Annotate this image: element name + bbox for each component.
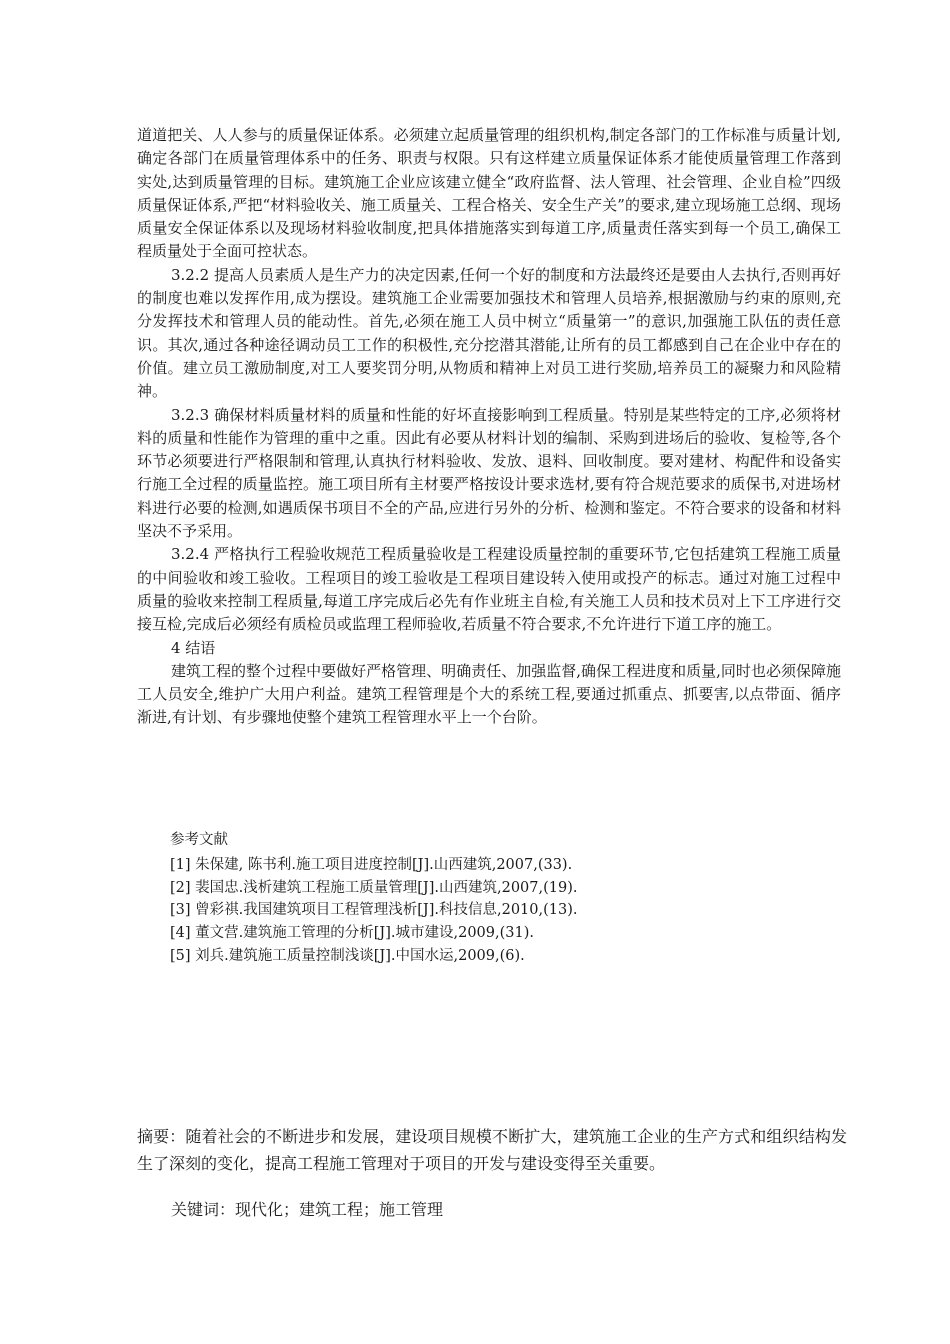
paragraph-quality-system: 道道把关、人人参与的质量保证体系。必须建立起质量管理的组织机构,制定各部门的工作标准与质量计划,确定各部门在质量管理体系中的任务、职责与权限。只有这样建立质量保证体系才能使质量管理工作落到实处,达到质量管理的目标。建筑施工企业应该建立健全“政府监督、法人管理、社会管理、企业自检”四级质量保证体系,严把“材料验收关、施工质量关、工程合格关、安全生产关”的要求,建立现场施工总纲、现场质量安全保证体系以及现场材料验收制度,把具体措施落实到每道工序,质量责任落实到每一个员工,确保工程质量处于全面可控状态。 [137,126,841,261]
references-title: 参考文献 [170,832,228,848]
abstract: 摘要：随着社会的不断进步和发展，建设项目规模不断扩大，建筑施工企业的生产方式和组织结构发生了深刻的变化，提高工程施工管理对于项目的开发与建设变得至关重要。 [137,1127,847,1173]
section-heading-conclusion: 4 结语 [171,638,216,657]
body-text [137,124,841,730]
reference-item: [5] 刘兵.建筑施工质量控制浅谈[J].中国水运,2009,(6). [170,947,525,964]
paragraph-conclusion: 建筑工程的整个过程中要做好严格管理、明确责任、加强监督,确保工程进度和质量,同时也必须保障施工人员安全,维护广大用户利益。建筑工程管理是个大的系统工程,要通过抓重点、抓要害,以点带面、循序渐进,有计划、有步骤地使整个建筑工程管理水平上一个台阶。 [137,661,841,727]
reference-item: [3] 曾彩祺.我国建筑项目工程管理浅析[J].科技信息,2010,(13). [170,902,578,919]
references [170,829,810,968]
reference-item: [2] 裴国忠.浅析建筑工程施工质量管理[J].山西建筑,2007,(19). [170,879,578,896]
paragraph-3-2-2: 3.2.2 提高人员素质人是生产力的决定因素,任何一个好的制度和方法最终还是要由人去执行,否则再好的制度也难以发挥作用,成为摆设。建筑施工企业需要加强技术和管理人员培养,根据激励与约束的原则,充分发挥技术和管理人员的能动性。首先,必须在施工人员中树立“质量第一”的意识,加强施工队伍的责任意识。其次,通过各种途径调动员工工作的积极性,充分挖潜其潜能,让所有的员工都感到自己在企业中存在的价值。建立员工激励制度,对工人要奖罚分明,从物质和精神上对员工进行奖励,培养员工的凝聚力和风险精神。 [137,265,841,401]
references-list [170,854,810,968]
paragraph-3-2-3: 3.2.3 确保材料质量材料的质量和性能的好坏直接影响到工程质量。特别是某些特定的工序,必须将材料的质量和性能作为管理的重中之重。因此有必要从材料计划的编制、采购到进场后的验收、复检等,各个环节必须要进行严格限制和管理,认真执行材料验收、发放、退料、回收制度。要对建材、构配件和设备实行施工全过程的质量监控。施工项目所有主材要严格按设计要求选材,要有符合规范要求的质保书,对进场材料进行必要的检测,如遇质保书项目不全的产品,应进行另外的分析、检测和鉴定。不符合要求的设备和材料坚决不予采用。 [137,405,841,541]
reference-item: [4] 董文营.建筑施工管理的分析[J].城市建设,2009,(31). [170,925,534,942]
keywords: 关键词：现代化；建筑工程；施工管理 [171,1200,444,1219]
reference-item: [1] 朱保建, 陈书利.施工项目进度控制[J].山西建筑,2007,(33). [170,856,573,873]
paragraph-3-2-4: 3.2.4 严格执行工程验收规范工程质量验收是工程建设质量控制的重要环节,它包括建筑工程施工质量的中间验收和竣工验收。工程项目的竣工验收是工程项目建设转入使用或投产的标志。通过对施工过程中质量的验收来控制工程质量,每道工序完成后必先有作业班主自检,有关施工人员和技术员对上下工序进行交接互检,完成后必须经有质检员或监理工程师验收,若质量不符合要求,不允许进行下道工序的施工。 [137,545,841,634]
